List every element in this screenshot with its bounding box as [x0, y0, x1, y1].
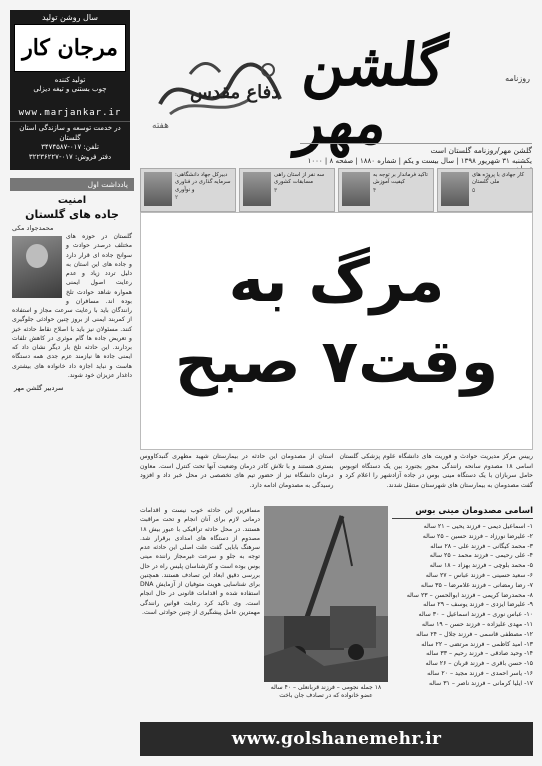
list-item: ۱۱- مهدی علیزاده – فرزند حسن – ۱۹ ساله: [421, 620, 533, 628]
weekly-label: هفته: [152, 121, 169, 131]
opinion-column: [10, 178, 134, 738]
opinion-body: گلستان در حوزه های مختلف درصدر حوادث و سوانح جاده ای قرار دارد و جاده های این استان به دلیل تردد زیاد و عدم رعایت اصول ایمنی همواره شاهد حوادث تلخ بوده اند. مسافران و رانندگان باید با رعایت سرعت مجاز و استفاده از کمربند ایمنی از بروز چنین حوادثی جلوگیری کنند. مسئولان نیز باید با اصلاح نقاط حادثه خیز و تعریض جاده ها گام موثری در کاهش تلفات بردارند. این حادثه تلخ بار دیگر نشان داد که ایمنی جاده ها نیازمند عزم جدی همه دستگاه هاست و نباید اجازه داد خانواده های بیشتری داغدار عزیزان خود شوند.: [12, 233, 132, 379]
issue-info: یکشنبه ۳۱ شهریور ۱۳۹۸ | سال بیست و یکم | شماره ۱۸۸۰ | صفحه ۸ | ۱۰۰۰: [307, 157, 532, 165]
website-url[interactable]: www.golshanemehr.ir: [231, 729, 442, 749]
teaser-thumbnail: [441, 172, 469, 206]
teaser-text: تاکید فرماندار بر توجه به کیفیت آموزش: [373, 172, 428, 186]
newspaper-title: گلشن مهر: [293, 31, 450, 157]
ad-products: تولید کننده چوب بستنی و تیغه دیزلی: [33, 76, 107, 94]
victims-heading: اسامی مصدومان مینی بوس: [392, 506, 533, 519]
teaser-text: کار جهادی با پروژه های ملی گلستان: [472, 172, 525, 186]
teaser-page: ۳: [274, 186, 278, 194]
teaser-item[interactable]: [437, 168, 533, 212]
list-item: ۱۵- حسن باقری – فرزند قربان – ۲۶ ساله: [425, 660, 533, 668]
teaser-page: ۵: [472, 186, 476, 194]
crane-wreck-photo-icon: [264, 506, 388, 682]
ad-contact: در خدمت توسعه و سازندگی استان گلستان تلفن: ۰۱۷-۳۴۷۴۵۸۷ دفتر فروش: ۰۱۷-۳۲۲۳۶۲۲۷: [10, 121, 130, 165]
list-item: ۶- سعید حسینی – فرزند عباس – ۲۷ ساله: [425, 571, 533, 579]
subtitle: گلشن مهر/روزنامه گلستان است: [430, 146, 532, 155]
main-headline: مرگ به وقت۷ صبح: [174, 246, 499, 397]
teaser-text: دبیرکل جهاد دانشگاهی: سرمایه گذاری در فناوری و نوآوری: [175, 172, 231, 193]
footer-banner[interactable]: [140, 722, 533, 756]
list-item: ۱- اسماعیل دیمی – فرزند یحیی – ۲۱ ساله: [423, 523, 533, 530]
teaser-item[interactable]: [338, 168, 434, 212]
opinion-signature: سردبیر گلشن مهر: [14, 384, 64, 392]
list-item: ۲- علیرضا نورزاد – فرزند حسین – ۲۵ ساله: [422, 532, 533, 540]
opinion-author: محمدجواد مکی: [12, 224, 54, 232]
lead-paragraph: استان از مصدومان این حادثه در بیمارستان شهید مطهری گنبدکاووس بستری هستند و با تلاش کادر درمان وضعیت آنها تحت کنترل است. معاون درمان دانشگاه نیز از حضور تیم های تخصصی در محل خبر داد و افزود رسیدگی به مصدومان ادامه دارد.: [140, 453, 334, 489]
advertisement[interactable]: [10, 10, 130, 170]
crash-photo: [264, 506, 388, 682]
ad-brand: مرجان کار: [14, 24, 126, 72]
teaser-item[interactable]: [140, 168, 236, 212]
teaser-text: سه نفر از استان راهی مسابقات کشوری: [274, 172, 325, 186]
daily-label: روزنامه: [505, 74, 530, 83]
photo-caption: ۱۸ جمله نجومی – فرزند قربانعلی – ۴۰ ساله عضو خانواده که در تصادف جان باخت: [270, 684, 382, 700]
teaser-item[interactable]: [239, 168, 335, 212]
news-article: مسافرین این حادثه خوب نیست و اقدامات درمانی لازم برای آنان انجام و تحت مراقبت هستند. در محل حادثه ترافیکی با عبور بیش ۱۸ مصدوم از دستگاه های امدادی برقرار شد. سرهنگ بابایی گفت علت اصلی این حادثه عدم توجه به جلو و سرعت غیرمجاز راننده مینی بوس بوده است و کارشناسان پلیس راه در حال بررسی دقیق ابعاد این تصادف هستند. همچنین برای شناسایی هویت متوفیان از آزمایش DNA استفاده شده و اقدامات قانونی در حال انجام است. وی تاکید کرد رعایت قوانین رانندگی مهمترین عامل پیشگیری از چنین حوادثی است.: [140, 507, 260, 616]
list-item: ۱۷- ایلیا کرمانی – فرزند ناصر – ۳۱ ساله: [428, 679, 533, 687]
teaser-page: ۴: [373, 186, 377, 194]
teaser-thumbnail: [243, 172, 271, 206]
list-item: ۱۰- عباس نوری – فرزند اسماعیل – ۳۰ ساله: [418, 611, 533, 619]
sacred-defense-week-logo: [150, 44, 290, 134]
main-headline-box[interactable]: [140, 212, 533, 450]
author-photo: [12, 236, 62, 298]
teaser-page: ۲: [175, 193, 179, 201]
teaser-thumbnail: [144, 172, 172, 206]
victims-items: [392, 522, 533, 689]
list-item: ۱۴- وحید صادقی – فرزند رحیم – ۳۳ ساله: [426, 650, 533, 658]
teaser-thumbnail: [342, 172, 370, 206]
lead-paragraph: رییس مرکز مدیریت حوادث و فوریت های دانشگاه علوم پزشکی گلستان اسامی ۱۸ مصدوم سانحه رانندگی محور بجنورد بین یک دستگاه اتوبوس حامل سربازان با یک دستگاه مینی بوس در جاده آزادشهر را اعلام کرد و گفت مصدومان به بیمارستان های شهرستان منتقل شدند.: [339, 453, 533, 489]
lead-text: [140, 452, 533, 506]
list-item: ۷- رضا رمضانی – فرزند غلامرضا – ۳۵ ساله: [420, 581, 533, 589]
list-item: ۹- علیرضا ایزدی – فرزند یوسف – ۲۹ ساله: [423, 601, 533, 609]
list-item: ۴- علی رحیمی – فرزند محمد – ۲۵ ساله: [429, 552, 533, 560]
teaser-strip: [140, 168, 533, 212]
list-item: ۱۲- مصطفی قاسمی – فرزند جلال – ۲۴ ساله: [416, 630, 533, 638]
list-item: ۱۶- یاسر احمدی – فرزند مجید – ۲۰ ساله: [427, 669, 533, 677]
list-item: ۵- محمد بلوچی – فرزند بهزاد – ۱۸ ساله: [429, 562, 533, 570]
opinion-section-header: یادداشت اول: [10, 178, 134, 191]
weekly-logo-text: دفاع مقدس: [190, 82, 280, 103]
ad-tagline: سال روشن تولید: [42, 13, 98, 22]
opinion-title[interactable]: جاده های گلستان: [25, 208, 119, 221]
ad-url[interactable]: www.marjankar.ir: [18, 107, 122, 118]
list-item: ۸- محمدرضا کریمی – فرزند ابوالحسن – ۲۳ ساله: [406, 591, 533, 599]
opinion-kicker: امنیت: [57, 195, 87, 206]
list-item: ۱۳- امید کاظمی – فرزند مرتضی – ۲۲ ساله: [421, 640, 533, 648]
list-item: ۳- محمد کیگانی – فرزند علی – ۲۸ ساله: [430, 542, 533, 550]
victims-list: [392, 506, 533, 718]
